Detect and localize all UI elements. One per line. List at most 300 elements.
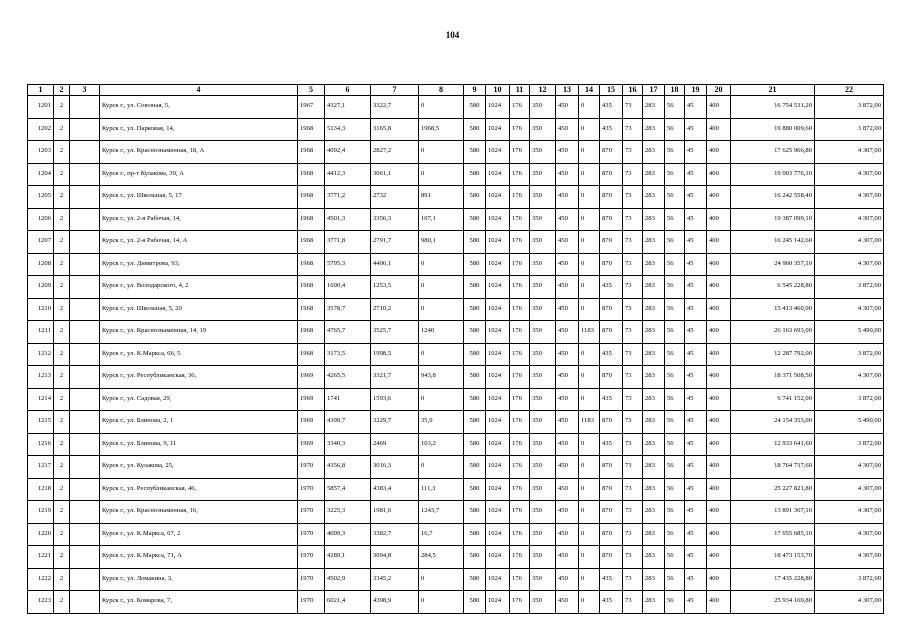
table-cell-col-7: 3016,3 — [371, 456, 419, 479]
table-row — [28, 141, 884, 164]
table-cell-col-19: 45 — [685, 478, 707, 501]
table-cell-col-3 — [70, 118, 100, 141]
table-cell-col-7: 3382,7 — [371, 523, 419, 546]
table-cell-col-8: 0 — [419, 568, 464, 591]
table-cell-col-16: 73 — [623, 276, 643, 299]
table-cell-col-21: 25 934 169,80 — [731, 591, 815, 614]
table-cell-col-8: 0 — [419, 388, 464, 411]
table-cell-col-16: 73 — [623, 568, 643, 591]
table-cell-col-18: 56 — [665, 96, 685, 119]
table-cell-col-2: 2 — [54, 366, 70, 389]
table-cell-col-3 — [70, 276, 100, 299]
table-row — [28, 456, 884, 479]
column-header-19: 19 — [685, 85, 707, 96]
table-cell-col-16: 73 — [623, 208, 643, 231]
table-cell-col-19: 45 — [685, 276, 707, 299]
table-cell-col-6: 5857,4 — [325, 478, 371, 501]
table-cell-col-3 — [70, 321, 100, 344]
table-cell-col-17: 283 — [643, 343, 665, 366]
table-cell-col-3 — [70, 253, 100, 276]
table-cell-col-1: 1212 — [28, 343, 54, 366]
table-cell-col-13: 450 — [556, 276, 579, 299]
table-cell-col-7: 2732 — [371, 186, 419, 209]
table-cell-col-13: 450 — [556, 343, 579, 366]
table-cell-col-16: 73 — [623, 433, 643, 456]
table-cell-col-17: 283 — [643, 523, 665, 546]
table-cell-col-21: 15 413 460,90 — [731, 298, 815, 321]
table-cell-col-1: 1204 — [28, 163, 54, 186]
table-cell-col-1: 1211 — [28, 321, 54, 344]
table-cell-col-16: 73 — [623, 141, 643, 164]
table-cell-col-18: 56 — [665, 546, 685, 569]
table-cell-col-22: 4 307,00 — [815, 591, 884, 614]
table-cell-col-12: 350 — [530, 456, 556, 479]
table-cell-col-14: 0 — [579, 253, 600, 276]
table-cell-col-8: 103,2 — [419, 433, 464, 456]
table-cell-col-3 — [70, 366, 100, 389]
table-cell-col-10: 1024 — [486, 118, 510, 141]
table-cell-col-17: 283 — [643, 321, 665, 344]
table-cell-col-11: 176 — [510, 186, 530, 209]
column-header-15: 15 — [600, 85, 623, 96]
table-cell-col-12: 350 — [530, 411, 556, 434]
table-cell-col-6: 3771,8 — [325, 231, 371, 254]
table-row — [28, 501, 884, 524]
table-cell-col-19: 45 — [685, 231, 707, 254]
table-cell-col-11: 176 — [510, 118, 530, 141]
table-cell-col-9: 580 — [464, 456, 486, 479]
table-cell-col-3 — [70, 546, 100, 569]
table-cell-col-19: 45 — [685, 118, 707, 141]
table-cell-col-21: 16 754 531,20 — [731, 96, 815, 119]
table-cell-col-13: 450 — [556, 591, 579, 614]
table-cell-col-16: 73 — [623, 523, 643, 546]
table-cell-col-9: 580 — [464, 388, 486, 411]
table-cell-col-4: Курск г., ул. Парковая, 14, — [100, 118, 298, 141]
table-cell-col-22: 5 490,00 — [815, 321, 884, 344]
table-cell-col-21: 24 154 353,00 — [731, 411, 815, 434]
table-cell-col-7: 2710,2 — [371, 298, 419, 321]
table-cell-col-6: 6021,4 — [325, 591, 371, 614]
table-cell-col-21: 19 003 776,10 — [731, 163, 815, 186]
table-cell-col-2: 2 — [54, 163, 70, 186]
table-cell-col-6: 3340,3 — [325, 433, 371, 456]
table-cell-col-10: 1024 — [486, 546, 510, 569]
table-cell-col-11: 176 — [510, 546, 530, 569]
table-cell-col-22: 5 490,00 — [815, 411, 884, 434]
table-cell-col-15: 870 — [600, 411, 623, 434]
table-cell-col-4: Курск г., ул. Блинова, 9, 11 — [100, 433, 298, 456]
table-cell-col-16: 73 — [623, 163, 643, 186]
table-cell-col-9: 580 — [464, 343, 486, 366]
table-cell-col-12: 350 — [530, 321, 556, 344]
table-cell-col-4: Курск г., ул. Краснознаменная, 18, А — [100, 141, 298, 164]
table-cell-col-5: 1968 — [298, 321, 325, 344]
table-cell-col-16: 73 — [623, 321, 643, 344]
table-cell-col-4: Курск г., ул. К.Маркса, 67, 2 — [100, 523, 298, 546]
table-cell-col-21: 16 242 558,40 — [731, 186, 815, 209]
table-cell-col-7: 1253,5 — [371, 276, 419, 299]
table-cell-col-10: 1024 — [486, 411, 510, 434]
table-cell-col-4: Курск г., ул. 2-я Рабочая, 14, А — [100, 231, 298, 254]
table-cell-col-11: 176 — [510, 478, 530, 501]
table-cell-col-5: 1968 — [298, 208, 325, 231]
table-cell-col-2: 2 — [54, 208, 70, 231]
table-cell-col-19: 45 — [685, 321, 707, 344]
table-cell-col-18: 56 — [665, 141, 685, 164]
table-cell-col-12: 350 — [530, 298, 556, 321]
table-cell-col-22: 3 872,00 — [815, 96, 884, 119]
table-cell-col-16: 73 — [623, 411, 643, 434]
table-cell-col-3 — [70, 411, 100, 434]
table-cell-col-22: 4 307,00 — [815, 208, 884, 231]
table-row — [28, 276, 884, 299]
table-cell-col-20: 400 — [707, 163, 731, 186]
table-cell-col-3 — [70, 388, 100, 411]
table-cell-col-21: 19 880 009,60 — [731, 118, 815, 141]
table-cell-col-12: 350 — [530, 141, 556, 164]
table-cell-col-22: 4 307,00 — [815, 163, 884, 186]
table-cell-col-14: 1183 — [579, 321, 600, 344]
column-header-21: 21 — [731, 85, 815, 96]
table-cell-col-22: 3 872,00 — [815, 433, 884, 456]
table-cell-col-7: 3345,2 — [371, 568, 419, 591]
table-cell-col-2: 2 — [54, 231, 70, 254]
table-cell-col-5: 1968 — [298, 276, 325, 299]
table-cell-col-15: 870 — [600, 231, 623, 254]
table-cell-col-15: 435 — [600, 276, 623, 299]
table-cell-col-1: 1216 — [28, 433, 54, 456]
table-cell-col-17: 283 — [643, 231, 665, 254]
table-cell-col-16: 73 — [623, 388, 643, 411]
table-cell-col-13: 450 — [556, 411, 579, 434]
table-cell-col-11: 176 — [510, 96, 530, 119]
table-cell-col-18: 56 — [665, 366, 685, 389]
table-cell-col-7: 3229,7 — [371, 411, 419, 434]
table-cell-col-1: 1203 — [28, 141, 54, 164]
table-cell-col-11: 176 — [510, 411, 530, 434]
table-cell-col-20: 400 — [707, 388, 731, 411]
table-cell-col-6: 1690,4 — [325, 276, 371, 299]
table-cell-col-18: 56 — [665, 501, 685, 524]
table-cell-col-2: 2 — [54, 141, 70, 164]
table-cell-col-14: 0 — [579, 141, 600, 164]
table-cell-col-1: 1208 — [28, 253, 54, 276]
table-cell-col-22: 4 307,00 — [815, 501, 884, 524]
table-cell-col-9: 580 — [464, 523, 486, 546]
table-cell-col-8: 111,3 — [419, 478, 464, 501]
table-row — [28, 591, 884, 614]
table-cell-col-16: 73 — [623, 501, 643, 524]
table-cell-col-3 — [70, 478, 100, 501]
table-cell-col-17: 283 — [643, 501, 665, 524]
column-header-2: 2 — [54, 85, 70, 96]
table-cell-col-14: 0 — [579, 546, 600, 569]
table-cell-col-22: 3 872,00 — [815, 388, 884, 411]
table-cell-col-3 — [70, 163, 100, 186]
table-cell-col-5: 1969 — [298, 411, 325, 434]
table-cell-col-12: 350 — [530, 96, 556, 119]
table-row — [28, 163, 884, 186]
table-row — [28, 343, 884, 366]
table-cell-col-4: Курск г., пр-т Кулакова, 39, А — [100, 163, 298, 186]
column-header-9: 9 — [464, 85, 486, 96]
table-cell-col-15: 870 — [600, 366, 623, 389]
table-cell-col-3 — [70, 523, 100, 546]
table-cell-col-1: 1210 — [28, 298, 54, 321]
table-cell-col-15: 870 — [600, 321, 623, 344]
table-cell-col-6: 5134,3 — [325, 118, 371, 141]
column-header-8: 8 — [419, 85, 464, 96]
column-header-14: 14 — [579, 85, 600, 96]
table-cell-col-17: 283 — [643, 276, 665, 299]
table-cell-col-17: 283 — [643, 163, 665, 186]
table-cell-col-20: 400 — [707, 343, 731, 366]
column-header-22: 22 — [815, 85, 884, 96]
table-cell-col-12: 350 — [530, 501, 556, 524]
table-cell-col-11: 176 — [510, 231, 530, 254]
table-cell-col-4: Курск г., ул. 2-я Рабочая, 14, — [100, 208, 298, 231]
table-cell-col-21: 13 891 367,10 — [731, 501, 815, 524]
table-cell-col-10: 1024 — [486, 253, 510, 276]
table-cell-col-13: 450 — [556, 208, 579, 231]
table-cell-col-6: 4092,4 — [325, 141, 371, 164]
table-cell-col-15: 435 — [600, 388, 623, 411]
table-row — [28, 568, 884, 591]
table-cell-col-18: 56 — [665, 276, 685, 299]
table-cell-col-1: 1213 — [28, 366, 54, 389]
table-cell-col-12: 350 — [530, 163, 556, 186]
table-cell-col-21: 25 227 821,80 — [731, 478, 815, 501]
table-cell-col-21: 18 473 153,70 — [731, 546, 815, 569]
table-cell-col-9: 580 — [464, 253, 486, 276]
table-cell-col-20: 400 — [707, 411, 731, 434]
table-cell-col-8: 0 — [419, 343, 464, 366]
table-cell-col-12: 350 — [530, 366, 556, 389]
table-cell-col-6: 4765,7 — [325, 321, 371, 344]
table-cell-col-1: 1223 — [28, 591, 54, 614]
table-cell-col-20: 400 — [707, 456, 731, 479]
table-cell-col-20: 400 — [707, 501, 731, 524]
table-cell-col-9: 580 — [464, 568, 486, 591]
table-cell-col-16: 73 — [623, 546, 643, 569]
table-cell-col-10: 1024 — [486, 163, 510, 186]
table-cell-col-22: 4 307,00 — [815, 253, 884, 276]
column-header-20: 20 — [707, 85, 731, 96]
table-cell-col-9: 580 — [464, 163, 486, 186]
table-cell-col-11: 176 — [510, 433, 530, 456]
table-cell-col-10: 1024 — [486, 366, 510, 389]
table-cell-col-12: 350 — [530, 276, 556, 299]
table-cell-col-3 — [70, 298, 100, 321]
table-cell-col-8: 891 — [419, 186, 464, 209]
table-cell-col-22: 4 307,00 — [815, 523, 884, 546]
table-cell-col-3 — [70, 501, 100, 524]
table-cell-col-1: 1220 — [28, 523, 54, 546]
table-cell-col-17: 283 — [643, 253, 665, 276]
table-cell-col-2: 2 — [54, 343, 70, 366]
table-cell-col-11: 176 — [510, 321, 530, 344]
column-header-5: 5 — [298, 85, 325, 96]
table-cell-col-11: 176 — [510, 141, 530, 164]
table-cell-col-17: 283 — [643, 208, 665, 231]
table-cell-col-20: 400 — [707, 298, 731, 321]
table-cell-col-5: 1970 — [298, 501, 325, 524]
table-cell-col-6: 3173,5 — [325, 343, 371, 366]
table-cell-col-18: 56 — [665, 411, 685, 434]
table-cell-col-18: 56 — [665, 343, 685, 366]
table-cell-col-14: 0 — [579, 501, 600, 524]
table-cell-col-14: 0 — [579, 478, 600, 501]
table-cell-col-5: 1968 — [298, 231, 325, 254]
table-cell-col-10: 1024 — [486, 501, 510, 524]
table-cell-col-10: 1024 — [486, 591, 510, 614]
table-cell-col-16: 73 — [623, 478, 643, 501]
table-cell-col-3 — [70, 96, 100, 119]
table-cell-col-12: 350 — [530, 546, 556, 569]
table-cell-col-5: 1970 — [298, 478, 325, 501]
table-cell-col-14: 0 — [579, 523, 600, 546]
table-cell-col-8: 943,8 — [419, 366, 464, 389]
table-cell-col-15: 870 — [600, 298, 623, 321]
table-cell-col-13: 450 — [556, 118, 579, 141]
table-cell-col-21: 19 387 099,10 — [731, 208, 815, 231]
table-row — [28, 231, 884, 254]
table-cell-col-5: 1968 — [298, 186, 325, 209]
table-cell-col-18: 56 — [665, 186, 685, 209]
table-cell-col-13: 450 — [556, 253, 579, 276]
table-cell-col-19: 45 — [685, 186, 707, 209]
table-cell-col-14: 0 — [579, 343, 600, 366]
table-cell-col-22: 4 307,00 — [815, 478, 884, 501]
table-cell-col-1: 1219 — [28, 501, 54, 524]
table-cell-col-17: 283 — [643, 411, 665, 434]
table-cell-col-8: 0 — [419, 456, 464, 479]
table-cell-col-5: 1970 — [298, 546, 325, 569]
table-cell-col-4: Курск г., ул. Ломакина, 3, — [100, 568, 298, 591]
table-cell-col-19: 45 — [685, 298, 707, 321]
table-cell-col-10: 1024 — [486, 456, 510, 479]
table-cell-col-8: 1968,5 — [419, 118, 464, 141]
table-cell-col-7: 3525,7 — [371, 321, 419, 344]
table-cell-col-8: 0 — [419, 298, 464, 321]
table-cell-col-20: 400 — [707, 568, 731, 591]
header-row — [28, 85, 884, 96]
table-cell-col-14: 0 — [579, 118, 600, 141]
table-cell-col-4: Курск г., ул. Школьная, 5, 20 — [100, 298, 298, 321]
table-cell-col-4: Курск г., ул. К.Маркса, 71, А — [100, 546, 298, 569]
table-cell-col-14: 0 — [579, 366, 600, 389]
table-cell-col-7: 3356,3 — [371, 208, 419, 231]
table-cell-col-15: 435 — [600, 343, 623, 366]
table-cell-col-16: 73 — [623, 298, 643, 321]
column-header-7: 7 — [371, 85, 419, 96]
table-cell-col-8: 0 — [419, 96, 464, 119]
table-cell-col-6: 4099,3 — [325, 523, 371, 546]
table-cell-col-16: 73 — [623, 118, 643, 141]
table-cell-col-18: 56 — [665, 298, 685, 321]
table-cell-col-13: 450 — [556, 298, 579, 321]
table-row — [28, 388, 884, 411]
table-cell-col-5: 1968 — [298, 298, 325, 321]
table-cell-col-13: 450 — [556, 501, 579, 524]
column-header-17: 17 — [643, 85, 665, 96]
table-cell-col-8: 1243,7 — [419, 501, 464, 524]
table-cell-col-5: 1968 — [298, 141, 325, 164]
table-cell-col-13: 450 — [556, 568, 579, 591]
table-cell-col-11: 176 — [510, 366, 530, 389]
table-cell-col-15: 435 — [600, 568, 623, 591]
table-cell-col-20: 400 — [707, 366, 731, 389]
table-cell-col-1: 1217 — [28, 456, 54, 479]
table-cell-col-9: 580 — [464, 96, 486, 119]
table-cell-col-8: 980,1 — [419, 231, 464, 254]
table-cell-col-8: 0 — [419, 253, 464, 276]
table-cell-col-4: Курск г., ул. Республиканская, 36, — [100, 366, 298, 389]
table-row — [28, 523, 884, 546]
table-cell-col-19: 45 — [685, 591, 707, 614]
table-cell-col-18: 56 — [665, 433, 685, 456]
table-cell-col-18: 56 — [665, 253, 685, 276]
table-cell-col-11: 176 — [510, 501, 530, 524]
table-cell-col-12: 350 — [530, 208, 556, 231]
table-cell-col-19: 45 — [685, 208, 707, 231]
table-cell-col-20: 400 — [707, 208, 731, 231]
table-cell-col-12: 350 — [530, 231, 556, 254]
table-cell-col-11: 176 — [510, 343, 530, 366]
table-cell-col-22: 3 872,00 — [815, 276, 884, 299]
table-cell-col-21: 17 625 966,80 — [731, 141, 815, 164]
table-cell-col-16: 73 — [623, 366, 643, 389]
table-cell-col-2: 2 — [54, 433, 70, 456]
table-cell-col-13: 450 — [556, 388, 579, 411]
table-cell-col-13: 450 — [556, 523, 579, 546]
table-cell-col-1: 1202 — [28, 118, 54, 141]
table-cell-col-15: 435 — [600, 118, 623, 141]
table-cell-col-21: 18 764 737,60 — [731, 456, 815, 479]
table-cell-col-16: 73 — [623, 231, 643, 254]
table-cell-col-22: 4 307,00 — [815, 186, 884, 209]
table-cell-col-19: 45 — [685, 411, 707, 434]
table-cell-col-12: 350 — [530, 523, 556, 546]
table-cell-col-9: 580 — [464, 276, 486, 299]
table-cell-col-1: 1221 — [28, 546, 54, 569]
column-header-1: 1 — [28, 85, 54, 96]
table-cell-col-15: 870 — [600, 163, 623, 186]
table-cell-col-3 — [70, 231, 100, 254]
table-row — [28, 411, 884, 434]
table-cell-col-19: 45 — [685, 546, 707, 569]
table-cell-col-11: 176 — [510, 163, 530, 186]
table-row — [28, 96, 884, 119]
table-cell-col-5: 1970 — [298, 568, 325, 591]
table-cell-col-9: 580 — [464, 546, 486, 569]
table-cell-col-22: 4 307,00 — [815, 546, 884, 569]
table-cell-col-7: 1593,6 — [371, 388, 419, 411]
table-cell-col-13: 450 — [556, 546, 579, 569]
table-cell-col-1: 1207 — [28, 231, 54, 254]
table-cell-col-12: 350 — [530, 433, 556, 456]
table-cell-col-14: 0 — [579, 568, 600, 591]
table-cell-col-9: 580 — [464, 591, 486, 614]
table-cell-col-16: 73 — [623, 456, 643, 479]
table-cell-col-12: 350 — [530, 343, 556, 366]
table-cell-col-18: 56 — [665, 208, 685, 231]
table-cell-col-1: 1215 — [28, 411, 54, 434]
table-cell-col-21: 16 245 142,60 — [731, 231, 815, 254]
table-cell-col-13: 450 — [556, 366, 579, 389]
table-cell-col-17: 283 — [643, 186, 665, 209]
